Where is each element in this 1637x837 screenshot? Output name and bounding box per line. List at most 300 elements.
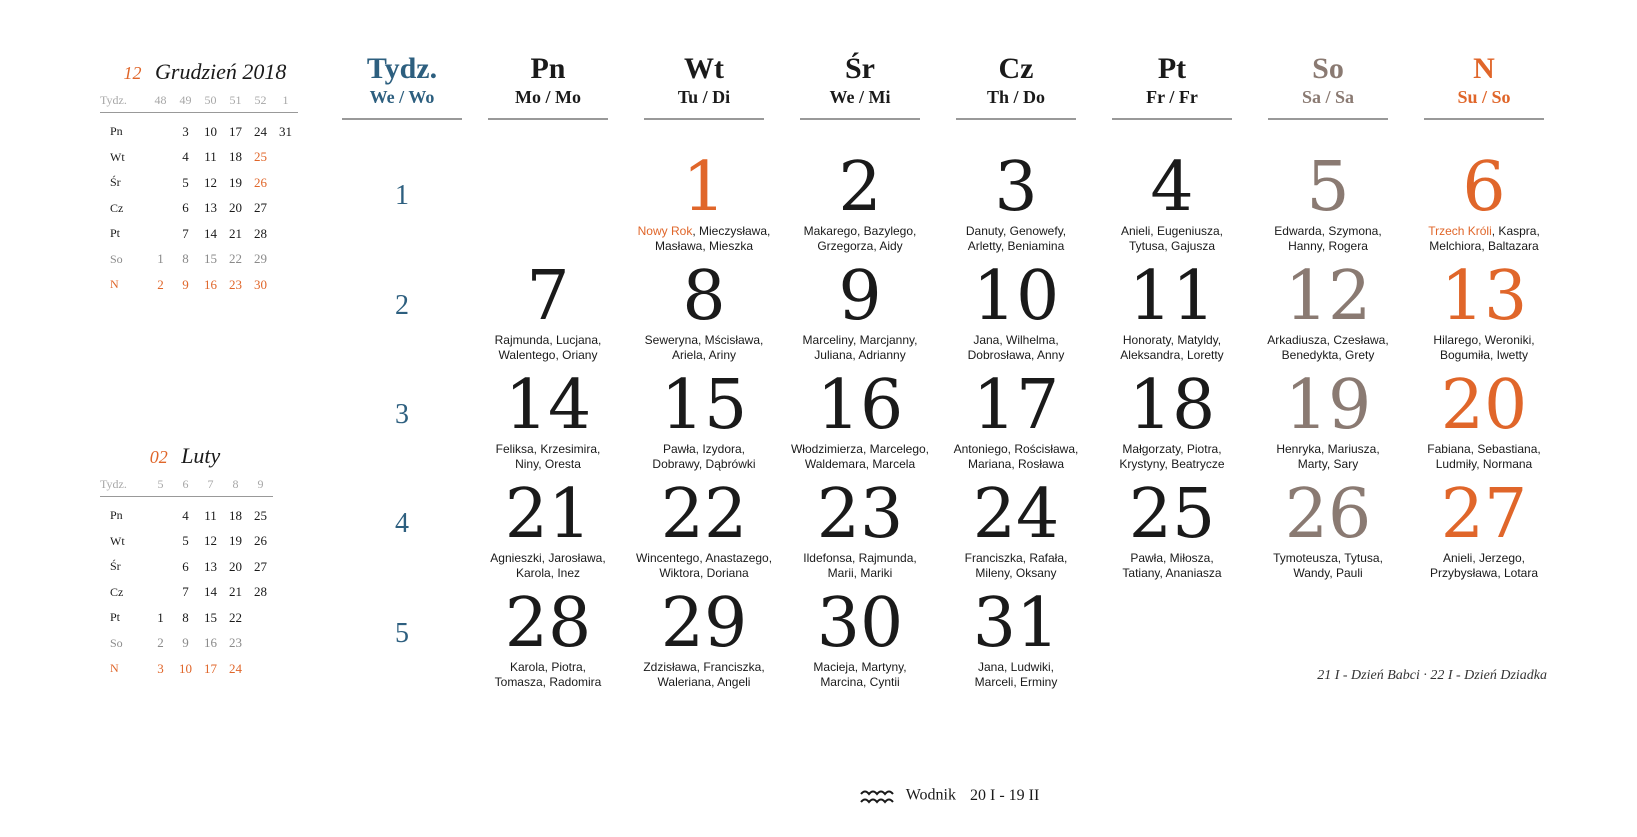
names-line2: Aleksandra, Loretty: [1120, 348, 1224, 362]
week-number-label: 3: [395, 399, 409, 430]
header-sublabel: Sa / Sa: [1301, 87, 1355, 107]
names-line2: Waldemara, Marcela: [804, 457, 916, 471]
mini-day: 14: [204, 225, 217, 241]
name-days: [473, 551, 623, 581]
day-cell: [1097, 475, 1247, 581]
week-number: 50: [198, 88, 223, 113]
names-line2: Tomasza, Radomira: [494, 675, 602, 689]
day-cell: [1253, 475, 1403, 581]
mini-day: 6: [182, 558, 189, 574]
mini-day: 21: [229, 584, 242, 600]
names-line2: Melchiora, Baltazara: [1429, 239, 1539, 253]
names-line1: Pawła, Miłosza,: [1130, 551, 1214, 565]
names-line2: Mileny, Oksany: [975, 566, 1057, 580]
name-days: [1097, 551, 1247, 581]
day-cell: [1097, 257, 1247, 363]
mini-row-saturday: [100, 247, 298, 273]
day-cell: [1253, 366, 1403, 472]
name-days: [785, 442, 935, 472]
header-label: Tydz.: [366, 52, 438, 85]
header-rule: [342, 118, 462, 120]
mini-day: 13: [204, 558, 217, 574]
names-line1: Jana, Wilhelma,: [973, 333, 1059, 347]
mini-day: 23: [229, 635, 242, 651]
day-label: So: [110, 251, 123, 266]
header-rule: [1424, 118, 1544, 120]
day-label: Pt: [110, 226, 121, 241]
day-number: 18: [1128, 366, 1216, 445]
day-cell: [941, 257, 1091, 363]
day-label: So: [110, 635, 123, 650]
day-number: 4: [1150, 148, 1194, 227]
week-number: 9: [248, 472, 273, 497]
mini-day: 10: [204, 123, 217, 139]
day-number: 19: [1284, 366, 1372, 445]
day-label: N: [110, 661, 119, 676]
names-line1: Anieli, Jerzego,: [1442, 551, 1526, 565]
header-sublabel: Tu / Di: [677, 87, 731, 107]
mini-day: 1: [157, 251, 164, 267]
day-cell: [785, 584, 935, 690]
name-days: [1409, 551, 1559, 581]
names-line2: Marty, Sary: [1297, 457, 1359, 471]
mini-day: 8: [182, 251, 189, 267]
mini-month-name: Grudzień 2018: [155, 59, 287, 84]
names-line2: Dobrosława, Anny: [967, 348, 1065, 362]
names-line1: Włodzimierza, Marcelego,: [790, 442, 930, 456]
mini-day: 8: [182, 609, 189, 625]
mini-day: [273, 272, 298, 298]
mini-calendar-title: [110, 56, 300, 88]
names-line2: Mariana, Rosława: [967, 457, 1065, 471]
mini-day: 19: [229, 533, 242, 549]
day-number: 16: [816, 366, 904, 445]
names-line2: Karola, Inez: [515, 566, 581, 580]
names-line1: Agnieszki, Jarosława,: [490, 551, 606, 565]
day-cell: [629, 475, 779, 581]
day-label: Śr: [110, 559, 121, 574]
mini-day: 17: [229, 123, 242, 139]
mini-day: [273, 221, 298, 247]
zodiac-sign: Wodnik: [905, 786, 956, 804]
column-header-wednesday: [800, 52, 920, 120]
mini-day: 4: [182, 149, 189, 165]
header-label: Wt: [684, 52, 724, 85]
week-number-label: 5: [395, 618, 409, 649]
names-line2: Juliana, Adrianny: [814, 348, 906, 362]
week-number: 48: [148, 88, 173, 113]
mini-day: 15: [204, 251, 217, 267]
day-number: 30: [816, 584, 904, 663]
day-number: 8: [682, 257, 726, 336]
mini-day: 26: [254, 533, 267, 549]
header-sublabel: We / Mi: [829, 87, 891, 107]
day-number: 17: [972, 366, 1060, 445]
names-line1: Honoraty, Matyldy,: [1122, 333, 1222, 347]
week-number: 1: [273, 88, 298, 113]
mini-day: 22: [229, 251, 242, 267]
day-number: 25: [1128, 475, 1216, 554]
mini-day: 24: [254, 123, 267, 139]
day-number: 3: [994, 148, 1038, 227]
mini-row-saturday: [100, 631, 273, 657]
names-line2: Tatiany, Ananiasza: [1122, 566, 1222, 580]
mini-day: 3: [182, 123, 189, 139]
name-days: [1097, 442, 1247, 472]
header-label: Śr: [845, 52, 875, 85]
mini-day: 5: [182, 174, 189, 190]
day-label: Pt: [110, 610, 121, 625]
mini-day: 9: [182, 635, 189, 651]
mini-row-friday: [100, 221, 298, 247]
names-line2: Masława, Mieszka: [654, 239, 754, 253]
header-label: Pt: [1157, 52, 1187, 85]
mini-day: 2: [157, 276, 164, 292]
name-days: [629, 442, 779, 472]
names-line1: Wincentego, Anastazego,: [635, 551, 773, 565]
mini-row-thursday: [100, 196, 298, 222]
mini-day: [148, 221, 173, 247]
names-line1: Antoniego, Rościsława,: [953, 442, 1079, 456]
header-label: Cz: [998, 52, 1034, 85]
mini-month-number: 02: [149, 447, 168, 467]
day-label: Pn: [110, 124, 123, 139]
day-label: N: [110, 277, 119, 292]
day-cell: [473, 475, 623, 581]
mini-day: 19: [229, 174, 242, 190]
column-header-tuesday: [644, 52, 764, 120]
mini-day: 7: [182, 584, 189, 600]
names-line2: Walentego, Oriany: [498, 348, 598, 362]
header-label: So: [1312, 52, 1344, 85]
names-line2: Marceli, Erminy: [974, 675, 1058, 689]
column-header-saturday: [1268, 52, 1388, 120]
week-number: 52: [248, 88, 273, 113]
mini-day: [148, 196, 173, 222]
name-days: [1097, 224, 1247, 254]
mini-day: [148, 145, 173, 171]
name-days: [473, 442, 623, 472]
mini-day: [148, 529, 173, 555]
day-number: 1: [682, 148, 726, 227]
mini-day: [148, 580, 173, 606]
day-cell: [1097, 148, 1247, 254]
day-number: 22: [660, 475, 748, 554]
name-days: [785, 333, 935, 363]
zodiac-footer: [860, 786, 1039, 806]
day-cell: [473, 584, 623, 690]
names-line2: Przybysława, Lotara: [1429, 566, 1539, 580]
mini-day: 20: [229, 200, 242, 216]
name-days: [629, 551, 779, 581]
mini-day: 9: [182, 276, 189, 292]
day-number: 12: [1284, 257, 1372, 336]
day-number: 14: [504, 366, 592, 445]
day-label: Wt: [110, 149, 125, 164]
mini-calendar-december: [100, 56, 300, 298]
mini-day-holiday: 26: [254, 174, 267, 190]
mini-day: 21: [229, 225, 242, 241]
day-number: 24: [972, 475, 1060, 554]
mini-day: [148, 554, 173, 580]
day-cell: [941, 584, 1091, 690]
day-cell: [629, 366, 779, 472]
header-rule: [1112, 118, 1232, 120]
name-days: [629, 224, 779, 254]
names-line1: Fabiana, Sebastiana,: [1427, 442, 1541, 456]
mini-day: [248, 631, 273, 657]
day-number: 9: [838, 257, 882, 336]
mini-day: 12: [204, 533, 217, 549]
day-cell: [1409, 475, 1559, 581]
day-number: 27: [1440, 475, 1528, 554]
day-cell: [941, 148, 1091, 254]
mini-day: [248, 605, 273, 631]
day-cell: [473, 257, 623, 363]
day-number: 21: [504, 475, 592, 554]
day-cell: [1253, 148, 1403, 254]
column-header-week: [342, 52, 462, 120]
mini-month-number: 12: [123, 63, 142, 83]
mini-day: 6: [182, 200, 189, 216]
mini-day: 10: [179, 660, 192, 676]
day-number: 28: [504, 584, 592, 663]
names-line2: Arletty, Beniamina: [967, 239, 1065, 253]
name-days: [785, 660, 935, 690]
name-days: [941, 333, 1091, 363]
mini-day: 30: [254, 276, 267, 292]
name-days: [1253, 551, 1403, 581]
mini-day: [248, 656, 273, 682]
day-number: 10: [972, 257, 1060, 336]
mini-day: 4: [182, 507, 189, 523]
names-line1: Zdzisława, Franciszka,: [643, 660, 765, 674]
mini-row-sunday: [100, 272, 298, 298]
day-number: 15: [660, 366, 748, 445]
names-line1: Tymoteusza, Tytusa,: [1273, 551, 1383, 565]
names-line1: Hilarego, Weroniki,: [1433, 333, 1535, 347]
mini-day: 27: [254, 200, 267, 216]
day-cell: [785, 475, 935, 581]
day-cell: [629, 257, 779, 363]
day-label: Pn: [110, 508, 123, 523]
names-line1: Danuty, Genowefy,: [965, 224, 1067, 238]
names-line1: Feliksa, Krzesimira,: [495, 442, 601, 456]
day-number: 11: [1128, 257, 1216, 336]
day-number: 5: [1306, 148, 1350, 227]
column-header-thursday: [956, 52, 1076, 120]
mini-row-tuesday: [100, 529, 273, 555]
names-line1: Franciszka, Rafała,: [964, 551, 1068, 565]
name-days: [1409, 333, 1559, 363]
day-number: 26: [1284, 475, 1372, 554]
names-line1: Edwarda, Szymona,: [1274, 224, 1382, 238]
mini-day: [148, 497, 173, 529]
names-line1: Seweryna, Mścisława,: [644, 333, 764, 347]
name-days: [941, 551, 1091, 581]
week-number-label: 2: [395, 290, 409, 321]
day-cell: [1253, 257, 1403, 363]
mini-row-monday: [100, 113, 298, 145]
day-cell: [629, 584, 779, 690]
week-label: Tydz.: [100, 472, 148, 497]
mini-day: 11: [204, 507, 217, 523]
mini-day: 29: [254, 251, 267, 267]
holiday-name: Nowy Rok: [637, 224, 693, 238]
header-rule: [956, 118, 1076, 120]
names-line1: Makarego, Bazylego,: [803, 224, 917, 238]
mini-day: 5: [182, 533, 189, 549]
mini-day: 16: [204, 276, 217, 292]
mini-row-wednesday: [100, 554, 273, 580]
header-rule: [1268, 118, 1388, 120]
day-cell: [1097, 366, 1247, 472]
header-rule: [488, 118, 608, 120]
mini-day: [273, 170, 298, 196]
mini-day: 25: [254, 507, 267, 523]
day-cell: [1409, 366, 1559, 472]
name-days: [629, 660, 779, 690]
mini-day: 24: [229, 660, 242, 676]
column-header-sunday: [1424, 52, 1544, 120]
name-days: [473, 660, 623, 690]
header-sublabel: Mo / Mo: [515, 87, 581, 107]
mini-day: 3: [157, 660, 164, 676]
mini-day: 27: [254, 558, 267, 574]
names-line1: Arkadiusza, Czesława,: [1267, 333, 1389, 347]
mini-day: 28: [254, 225, 267, 241]
day-cell: [785, 257, 935, 363]
week-number: 7: [198, 472, 223, 497]
mini-day: 12: [204, 174, 217, 190]
names-line2: Waleriana, Angeli: [657, 675, 751, 689]
name-days: [1409, 442, 1559, 472]
column-header-friday: [1112, 52, 1232, 120]
header-label: N: [1473, 52, 1495, 85]
name-days: [941, 224, 1091, 254]
name-days: [941, 442, 1091, 472]
mini-row-sunday: [100, 656, 273, 682]
names-line2: Dobrawy, Dąbrówki: [652, 457, 756, 471]
names-line1: Karola, Piotra,: [509, 660, 587, 674]
names-line2: Benedykta, Grety: [1281, 348, 1375, 362]
name-days: [1097, 333, 1247, 363]
names-line2: Marcina, Cyntii: [820, 675, 900, 689]
names-line2: Bogumiła, Iwetty: [1439, 348, 1529, 362]
mini-day-holiday: 25: [254, 149, 267, 165]
header-sublabel: Fr / Fr: [1146, 87, 1198, 107]
mini-row-monday: [100, 497, 273, 529]
names-line2: Ariela, Ariny: [671, 348, 737, 362]
holiday-note: 21 I - Dzień Babci · 22 I - Dzień Dziadka: [1317, 668, 1547, 683]
name-days: [1409, 224, 1559, 254]
name-days: [1253, 333, 1403, 363]
header-sublabel: Th / Do: [986, 87, 1046, 107]
day-number: 6: [1462, 148, 1506, 227]
mini-calendar-title: [70, 440, 300, 472]
day-number: 23: [816, 475, 904, 554]
names-line1: Ildefonsa, Rajmunda,: [803, 551, 917, 565]
header-sublabel: Su / So: [1457, 87, 1511, 107]
day-label: Cz: [110, 584, 124, 599]
names-line2: Wiktora, Doriana: [659, 566, 749, 580]
names-line1: Marceliny, Marcjanny,: [802, 333, 918, 347]
names-line1: Anieli, Eugeniusza,: [1120, 224, 1224, 238]
names-line1: Jana, Ludwiki,: [977, 660, 1055, 674]
week-number: 5: [148, 472, 173, 497]
day-number: 20: [1440, 366, 1528, 445]
names-line2: Tytusa, Gajusza: [1128, 239, 1216, 253]
header-label: Pn: [530, 52, 566, 85]
mini-day: 11: [204, 149, 217, 165]
mini-day: [273, 145, 298, 171]
mini-day: 16: [204, 635, 217, 651]
mini-day: 17: [204, 660, 217, 676]
names-line1: , Kaspra,: [1491, 224, 1540, 238]
mini-calendar-february: [100, 440, 300, 682]
name-days: [629, 333, 779, 363]
day-cell: [629, 148, 779, 254]
names-line1: , Mieczysława,: [692, 224, 771, 238]
day-cell: [1409, 257, 1559, 363]
name-days: [941, 660, 1091, 690]
name-days: [1253, 224, 1403, 254]
week-number: 49: [173, 88, 198, 113]
name-days: [785, 224, 935, 254]
column-header-monday: [488, 52, 608, 120]
mini-day: 28: [254, 584, 267, 600]
mini-day: 31: [279, 123, 292, 139]
day-cell: [941, 475, 1091, 581]
names-line1: Pawła, Izydora,: [662, 442, 746, 456]
week-number: 8: [223, 472, 248, 497]
holiday-name: Trzech Króli: [1428, 224, 1492, 238]
header-rule: [644, 118, 764, 120]
day-cell: [785, 148, 935, 254]
mini-day: 2: [157, 635, 164, 651]
names-line2: Krystyny, Beatrycze: [1119, 457, 1225, 471]
day-number: 2: [838, 148, 882, 227]
mini-day: [148, 170, 173, 196]
mini-day: 20: [229, 558, 242, 574]
day-cell: [941, 366, 1091, 472]
mini-day: 13: [204, 200, 217, 216]
names-line2: Wandy, Pauli: [1293, 566, 1363, 580]
names-line2: Marii, Mariki: [827, 566, 893, 580]
mini-day: 18: [229, 149, 242, 165]
mini-day: 22: [229, 609, 242, 625]
week-number-label: 1: [395, 180, 409, 211]
mini-row-friday: [100, 605, 273, 631]
mini-day: 15: [204, 609, 217, 625]
week-number-label: 4: [395, 508, 409, 539]
names-line1: Henryka, Mariusza,: [1276, 442, 1380, 456]
mini-calendar-grid: [100, 88, 298, 298]
day-cell: [785, 366, 935, 472]
day-number: 31: [972, 584, 1060, 663]
names-line1: Macieja, Martyny,: [813, 660, 907, 674]
name-days: [785, 551, 935, 581]
names-line1: Rajmunda, Lucjana,: [494, 333, 602, 347]
mini-day: 7: [182, 225, 189, 241]
names-line1: Małgorzaty, Piotra,: [1122, 442, 1222, 456]
aquarius-icon: [860, 786, 894, 806]
mini-day: [273, 247, 298, 273]
day-label: Cz: [110, 200, 124, 215]
day-cell: [473, 366, 623, 472]
mini-day: 18: [229, 507, 242, 523]
name-days: [1253, 442, 1403, 472]
